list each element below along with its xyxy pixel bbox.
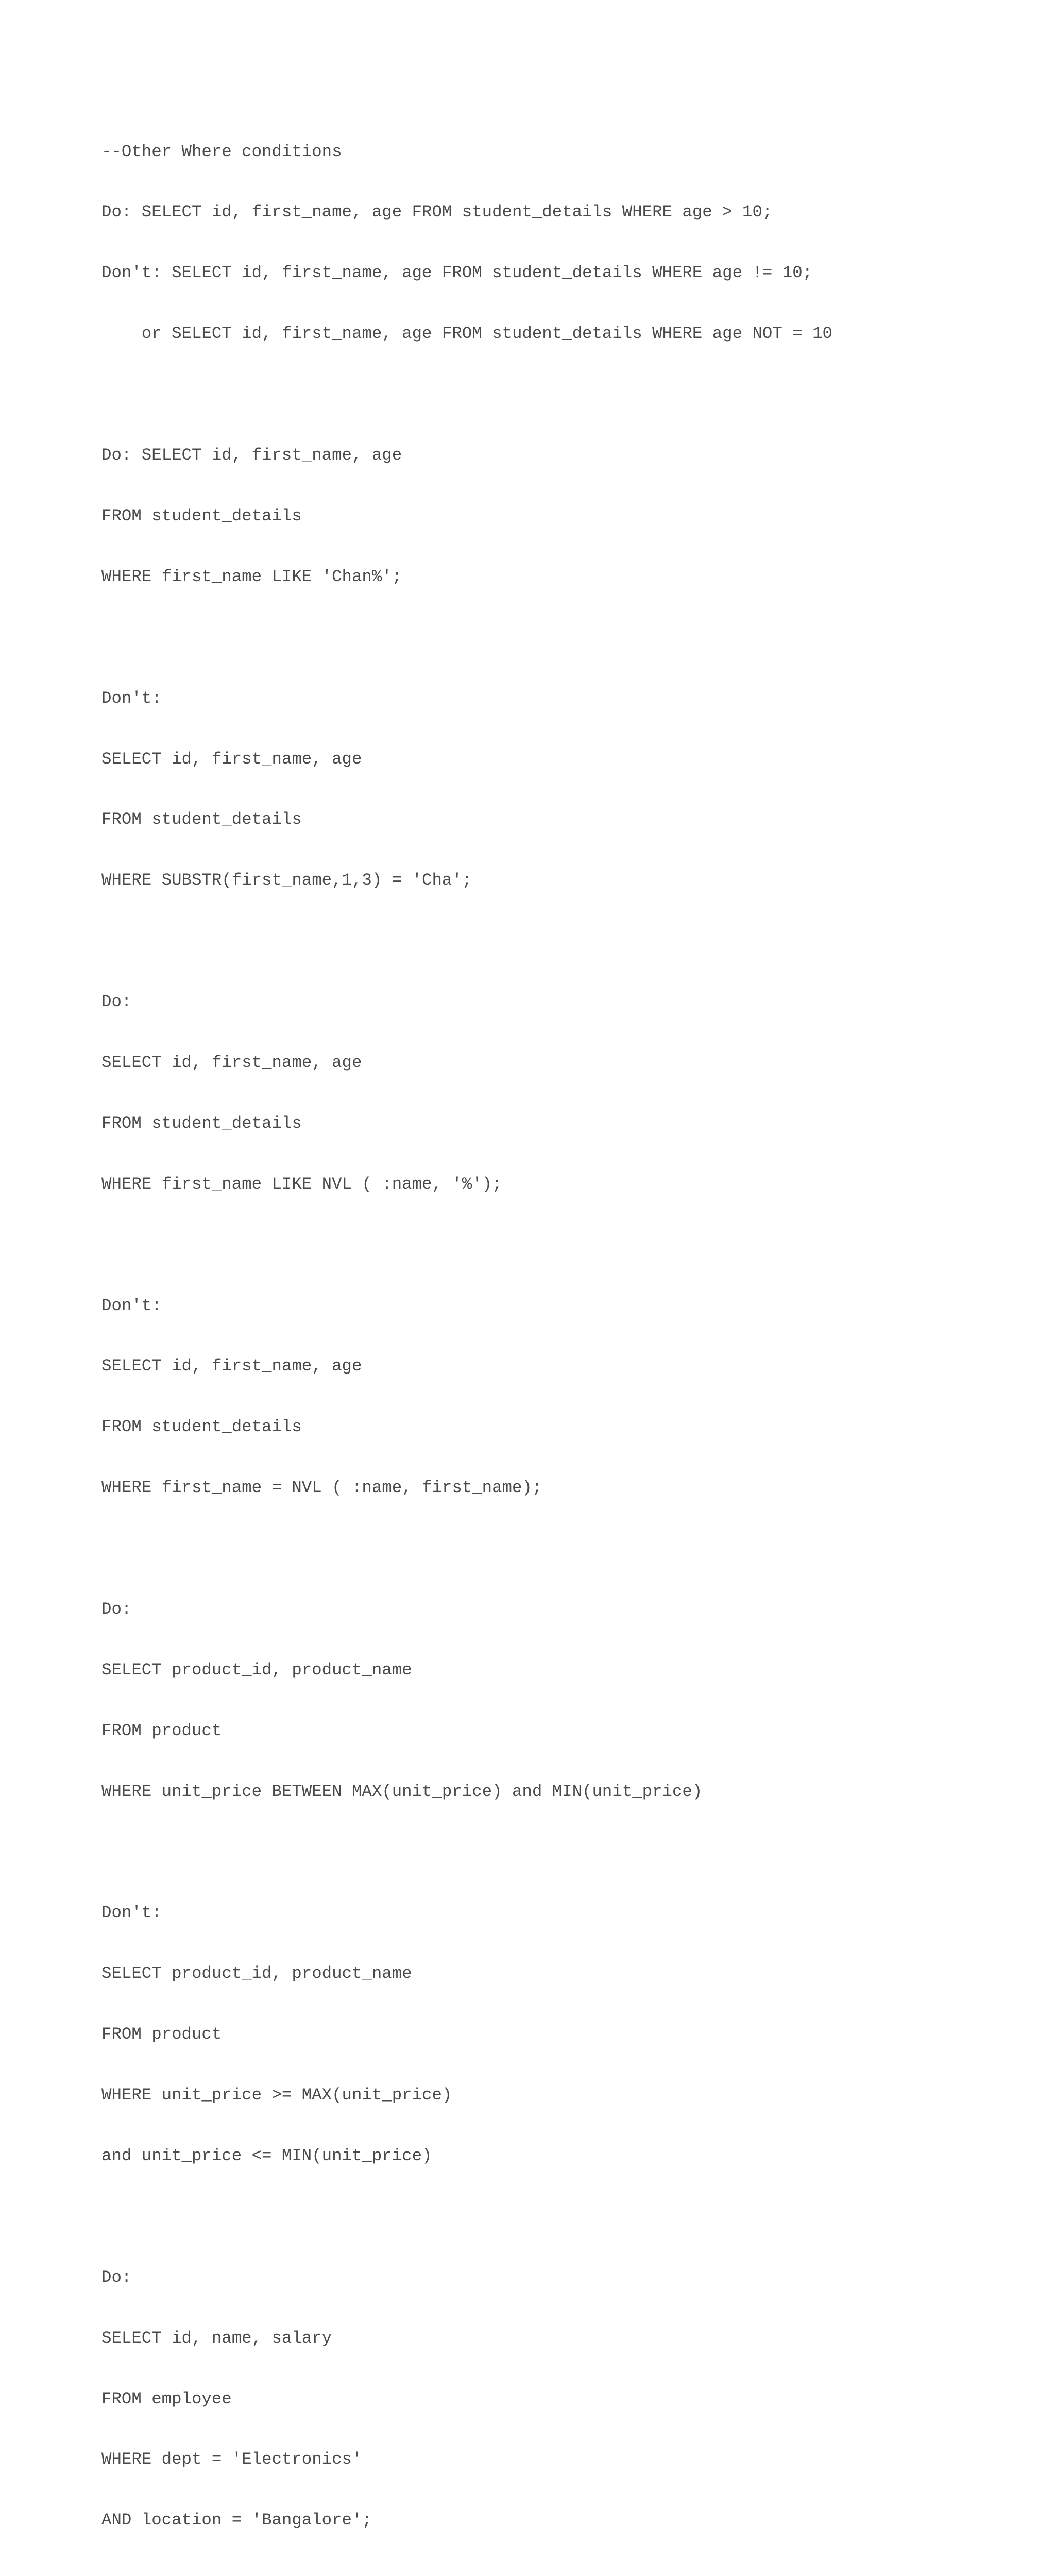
document-line: SELECT id, first_name, age: [101, 749, 362, 769]
document-line: [101, 384, 977, 404]
document-line: SELECT id, name, salary: [101, 2328, 332, 2348]
document-line: FROM student_details: [101, 1113, 302, 1133]
document-line: WHERE dept = 'Electronics': [101, 2450, 362, 2469]
document-line: SELECT product_id, product_name: [101, 1964, 412, 1984]
document-line: [101, 2571, 977, 2576]
document-line: FROM student_details: [101, 506, 302, 526]
document-line: [101, 1538, 977, 1558]
document-line: WHERE first_name = NVL ( :name, first_name);: [101, 1478, 542, 1498]
document-line: FROM employee: [101, 2389, 232, 2409]
document-line: [101, 1235, 977, 1255]
document-line: Do: SELECT id, first_name, age: [101, 446, 402, 465]
document-line: and unit_price <= MIN(unit_price): [101, 2146, 432, 2165]
document-line: FROM product: [101, 2025, 222, 2044]
document-line: FROM student_details: [101, 810, 302, 829]
document-line: SELECT id, first_name, age: [101, 1053, 362, 1072]
document-line: AND location = 'Bangalore';: [101, 2511, 372, 2530]
document-line: [101, 628, 977, 648]
document-line: Don't:: [101, 1903, 162, 1923]
document-line: --Other Where conditions: [101, 142, 342, 161]
document-line: WHERE first_name LIKE 'Chan%';: [101, 567, 402, 586]
document-line: [101, 2207, 977, 2227]
document-line: WHERE first_name LIKE NVL ( :name, '%');: [101, 1174, 502, 1194]
document-line: Don't:: [101, 688, 162, 708]
document-line: SELECT product_id, product_name: [101, 1660, 412, 1680]
document-line: WHERE unit_price >= MAX(unit_price): [101, 2086, 452, 2105]
document-line: [101, 1842, 977, 1862]
document-line: WHERE unit_price BETWEEN MAX(unit_price) and MIN(unit_price): [101, 1782, 703, 1801]
document-line: Do:: [101, 1599, 132, 1619]
document-line: Don't: SELECT id, first_name, age FROM student_details WHERE age != 10;: [101, 263, 813, 283]
document-body: [101, 101, 977, 2576]
document-line: FROM student_details: [101, 1417, 302, 1437]
document-line: Do:: [101, 2267, 132, 2287]
document-line: SELECT id, first_name, age: [101, 1357, 362, 1376]
document-line: Do: SELECT id, first_name, age FROM student_details WHERE age > 10;: [101, 202, 773, 222]
document-line: FROM product: [101, 1721, 222, 1740]
document-line: or SELECT id, first_name, age FROM student_details WHERE age NOT = 10: [101, 324, 832, 344]
document-line: WHERE SUBSTR(first_name,1,3) = 'Cha';: [101, 871, 472, 890]
document-line: Don't:: [101, 1296, 162, 1315]
document-line: Do:: [101, 992, 132, 1012]
document-line: [101, 931, 977, 951]
